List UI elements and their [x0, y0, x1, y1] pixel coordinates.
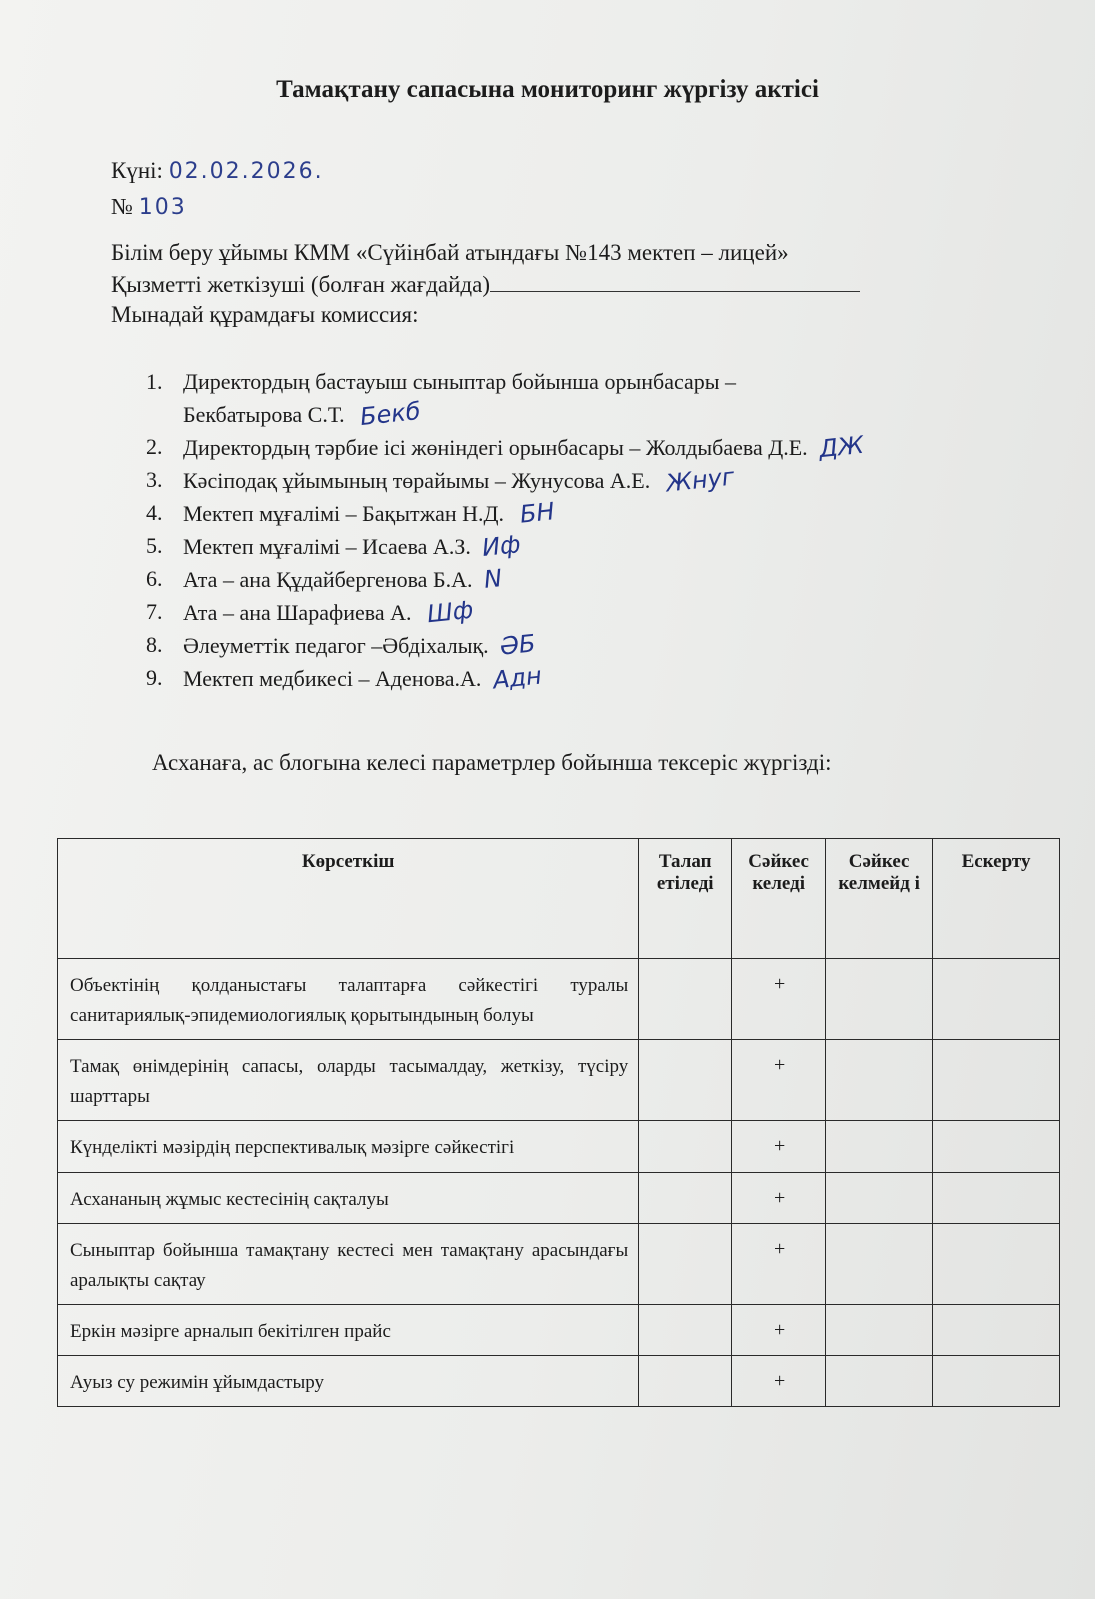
date-line — [111, 158, 324, 184]
table-row — [58, 1305, 1060, 1356]
noncompliant-cell — [826, 959, 933, 1040]
header-note: Ескерту — [933, 839, 1060, 959]
header-noncompliant: Сәйкес келмейд і — [826, 839, 933, 959]
compliant-cell: + — [732, 1121, 826, 1173]
list-item: 2. Директордың тәрбие ісі жөніндегі орынбасары – Жолдыбаева Д.Е. ДЖ — [146, 430, 866, 464]
compliant-cell: + — [732, 1224, 826, 1305]
indicator-cell: Объектінің қолданыстағы талаптарға сәйкестігі туралы санитариялық-эпидемиологиялық қорытындының болуы — [58, 959, 639, 1040]
date-label: Күні: — [111, 158, 163, 183]
indicator-cell: Ауыз су режимін ұйымдастыру — [58, 1356, 639, 1407]
list-item: 5. Мектеп мұғалімі – Исаева А.З. Иф — [146, 530, 523, 562]
signature: Шф — [425, 595, 475, 629]
required-cell — [639, 1173, 732, 1224]
table-row — [58, 1224, 1060, 1305]
required-cell — [639, 959, 732, 1040]
compliant-cell: + — [732, 1173, 826, 1224]
signature: Иф — [480, 530, 523, 562]
noncompliant-cell — [826, 1121, 933, 1173]
list-item: 1. Директордың бастауыш сыныптар бойынша орынбасары – Бекбатырова С.Т. Бекб — [146, 369, 737, 432]
table-row — [58, 1040, 1060, 1121]
supplier-line — [111, 271, 860, 298]
note-cell — [933, 1305, 1060, 1356]
member-text: Ата – ана Құдайбергенова Б.А. — [183, 567, 473, 592]
header-compliant: Сәйкес келеді — [732, 839, 826, 959]
noncompliant-cell — [826, 1040, 933, 1121]
table-row — [58, 1356, 1060, 1407]
signature: N — [482, 564, 504, 594]
member-text: Кәсіподақ ұйымының төрайымы – Жунусова А.Е. — [183, 468, 651, 493]
signature: ДЖ — [817, 430, 866, 464]
compliant-cell: + — [732, 1305, 826, 1356]
compliant-cell: + — [732, 1040, 826, 1121]
required-cell — [639, 1040, 732, 1121]
noncompliant-cell — [826, 1173, 933, 1224]
note-cell — [933, 1356, 1060, 1407]
table-row — [58, 1173, 1060, 1224]
indicator-cell: Күнделікті мәзірдің перспективалық мәзірге сәйкестігі — [58, 1121, 639, 1173]
required-cell — [639, 1121, 732, 1173]
table-header-row — [58, 839, 1060, 959]
member-text: Директордың тәрбие ісі жөніндегі орынбасары – Жолдыбаева Д.Е. — [183, 435, 808, 460]
noncompliant-cell — [826, 1224, 933, 1305]
required-cell — [639, 1305, 732, 1356]
indicator-cell: Асхананың жұмыс кестесінің сақталуы — [58, 1173, 639, 1224]
header-required: Талап етіледі — [639, 839, 732, 959]
compliant-cell: + — [732, 1356, 826, 1407]
supplier-blank — [490, 271, 860, 292]
member-text: Әлеуметтік педагог –Әбдіхалық. — [183, 633, 489, 658]
note-cell — [933, 959, 1060, 1040]
commission-label: Мынадай құрамдағы комиссия: — [111, 302, 419, 327]
list-item: 7. Ата – ана Шарафиева А. Шф — [146, 595, 475, 629]
signature: Адн — [491, 661, 543, 695]
organization-line: Білім беру ұйымы КММ «Сүйінбай атындағы №143 мектеп – лицей» — [111, 240, 789, 265]
signature: Бекб — [358, 396, 422, 432]
note-cell — [933, 1040, 1060, 1121]
number-value: 103 — [138, 195, 187, 220]
indicator-cell: Еркін мәзірге арналып бекітілген прайс — [58, 1305, 639, 1356]
compliant-cell: + — [732, 959, 826, 1040]
indicator-cell: Тамақ өнімдерінің сапасы, оларды тасымалдау, жеткізу, түсіру шарттары — [58, 1040, 639, 1121]
inspection-intro: Асханаға, ас блогына келесі параметрлер бойынша тексеріс жүргізді: — [152, 750, 832, 775]
member-text: Мектеп мұғалімі – Исаева А.З. — [183, 534, 471, 559]
required-cell — [639, 1224, 732, 1305]
commission-list — [146, 366, 864, 695]
indicator-cell: Сыныптар бойынша тамақтану кестесі мен тамақтану арасындағы аралықты сақтау — [58, 1224, 639, 1305]
supplier-label: Қызметті жеткізуші (болған жағдайда) — [111, 272, 490, 297]
member-text: Директордың бастауыш сыныптар бойынша орынбасары – — [183, 369, 737, 394]
list-item: 3. Кәсіподақ ұйымының төрайымы – Жунусова А.Е. Жнуг — [146, 462, 736, 498]
member-text: Мектеп мұғалімі – Бақытжан Н.Д. — [183, 501, 504, 526]
member-text-cont: Бекбатырова С.Т. — [183, 402, 345, 427]
number-line — [111, 194, 187, 220]
note-cell — [933, 1121, 1060, 1173]
note-cell — [933, 1173, 1060, 1224]
list-item: 9. Мектеп медбикесі – Аденова.А. Адн — [146, 661, 543, 695]
table-row — [58, 1121, 1060, 1173]
inspection-table — [57, 838, 1060, 1407]
document-title: Тамақтану сапасына мониторинг жүргізу актісі — [276, 76, 819, 103]
noncompliant-cell — [826, 1356, 933, 1407]
signature: БН — [518, 497, 556, 529]
required-cell — [639, 1356, 732, 1407]
number-label: № — [111, 194, 133, 219]
member-text: Мектеп медбикесі – Аденова.А. — [183, 666, 482, 691]
list-item: 8. Әлеуметтік педагог –Әбдіхалық. ӘБ — [146, 629, 537, 661]
date-value: 02.02.2026. — [168, 159, 324, 184]
signature: ӘБ — [498, 629, 537, 661]
header-indicator: Көрсеткіш — [58, 839, 639, 959]
note-cell — [933, 1224, 1060, 1305]
list-item: 6. Ата – ана Құдайбергенова Б.А. N — [146, 564, 504, 594]
noncompliant-cell — [826, 1305, 933, 1356]
member-text: Ата – ана Шарафиева А. — [183, 600, 412, 625]
signature: Жнуг — [664, 462, 736, 498]
table-row — [58, 959, 1060, 1040]
list-item: 4. Мектеп мұғалімі – Бақытжан Н.Д. БН — [146, 497, 556, 529]
